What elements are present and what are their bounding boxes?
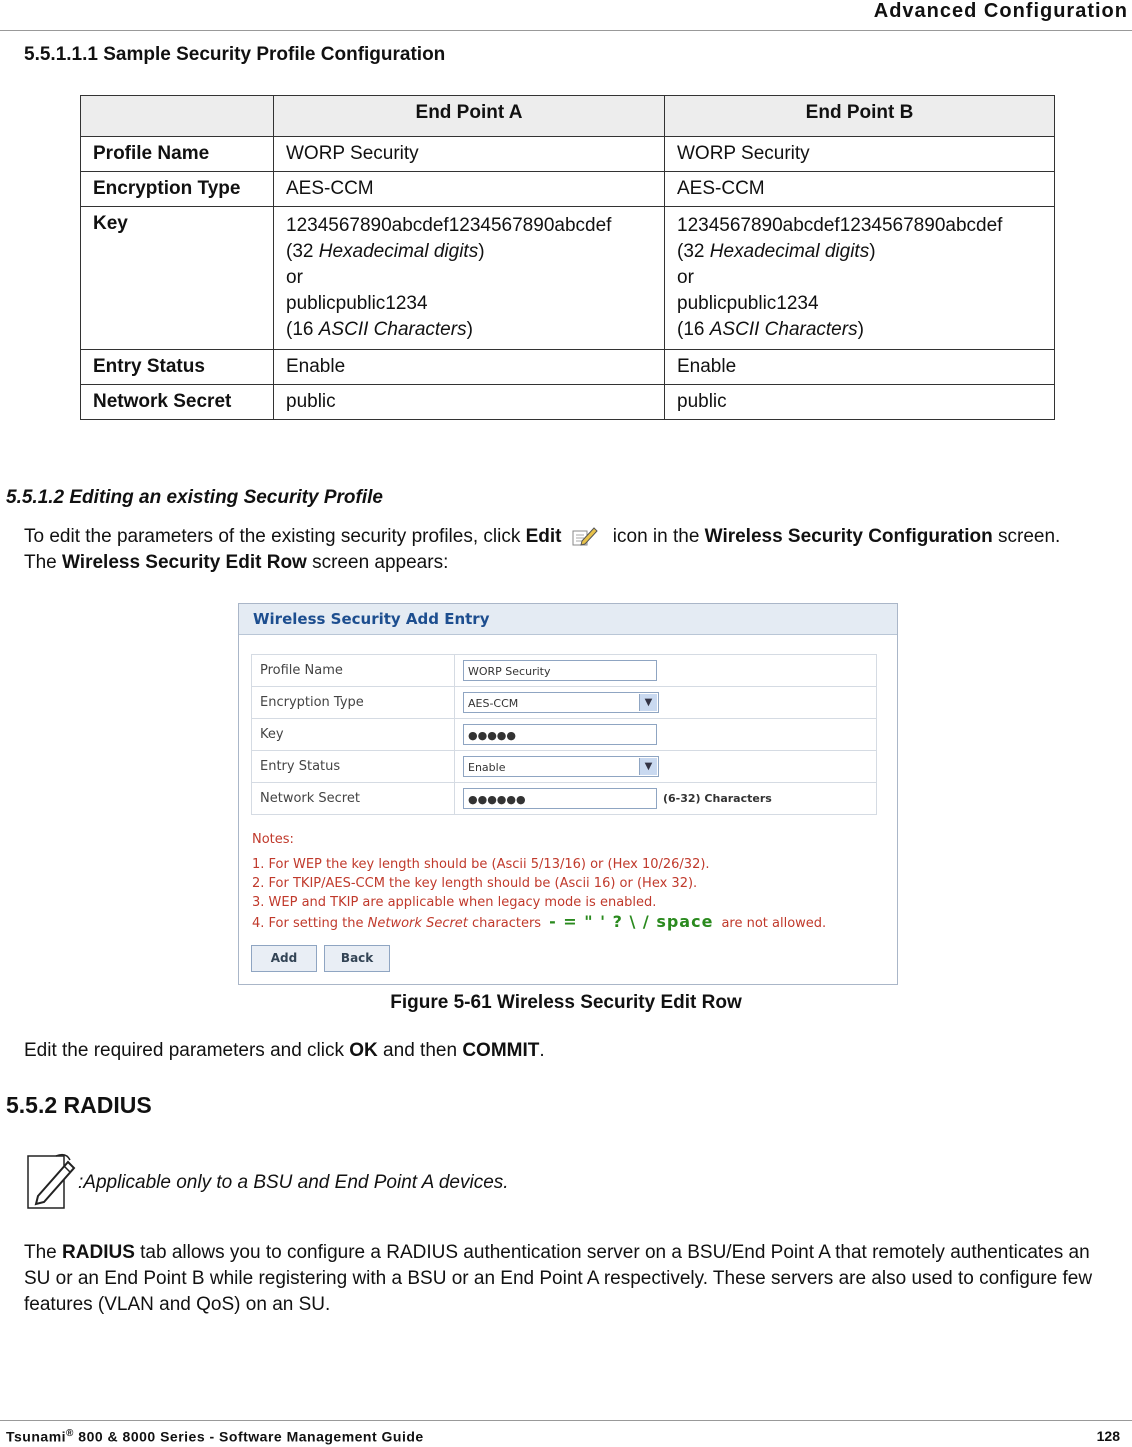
form-cell [455, 751, 877, 783]
footer-title [6, 1428, 424, 1445]
note-end: ) [857, 319, 864, 340]
section-heading-5512: 5.5.1.2 Editing an existing Security Profile [6, 487, 383, 508]
edit-instructions [24, 524, 1132, 576]
encryption-type-label: Encryption Type [252, 687, 455, 719]
edit-keyword: Edit [525, 526, 562, 547]
cell-a: AES-CCM [274, 172, 665, 207]
form-row [252, 687, 877, 719]
cell-a: public [274, 385, 665, 420]
text-italic: Network Secret [367, 916, 468, 931]
form-cell [455, 655, 877, 687]
footer-divider [0, 1420, 1132, 1421]
note-italic: ASCII Characters [318, 319, 467, 340]
commit-keyword: COMMIT [462, 1040, 540, 1061]
note-num: (16 [286, 319, 319, 340]
cell-b: WORP Security [665, 137, 1055, 172]
note-line: 1. For WEP the key length should be (Ascii 5/13/16) or (Hex 10/26/32). [252, 857, 710, 872]
text: screen. [992, 526, 1061, 547]
note-end: ) [869, 241, 876, 262]
security-profile-table [80, 95, 1055, 420]
text: are not allowed. [721, 916, 827, 931]
note-num: (16 [677, 319, 710, 340]
note-line: 3. WEP and TKIP are applicable when legacy mode is enabled. [252, 895, 657, 910]
notes-title: Notes: [252, 832, 294, 847]
key-ascii-note [286, 317, 652, 343]
forbidden-characters: - = " ' ? \ / space [549, 912, 714, 931]
network-secret-input[interactable]: ●●●●●● [463, 788, 657, 809]
cell-a-key [274, 207, 665, 350]
cell-a: Enable [274, 350, 665, 385]
text: The [24, 552, 63, 573]
radius-description [24, 1240, 1132, 1318]
note-num: (32 [677, 241, 710, 262]
key-or: or [677, 267, 694, 288]
note-pencil-icon [26, 1152, 78, 1210]
text: To edit the parameters of the existing security profiles, click [24, 526, 526, 547]
network-secret-label: Network Secret [252, 783, 455, 815]
table-row [81, 350, 1055, 385]
table-header-endpoint-a: End Point A [274, 96, 665, 137]
section-heading-5511: 5.5.1.1.1 Sample Security Profile Configuration [24, 44, 446, 65]
key-ascii-note [677, 317, 1042, 343]
add-button[interactable]: Add [251, 945, 317, 972]
page-number: 128 [1096, 1428, 1120, 1444]
table-header-row [81, 96, 1055, 137]
table-header-endpoint-b: End Point B [665, 96, 1055, 137]
key-or: or [286, 267, 303, 288]
key-hex-note [677, 239, 1042, 265]
row-label: Encryption Type [81, 172, 274, 207]
radius-note: :Applicable only to a BSU and End Point A devices. [78, 1172, 509, 1193]
running-header: Advanced Configuration [873, 0, 1128, 22]
screen-name: Wireless Security Configuration [704, 526, 993, 547]
back-button[interactable]: Back [324, 945, 390, 972]
edit-commit-paragraph [24, 1038, 545, 1064]
text: tab allows you to configure a RADIUS authentication server on a BSU/End Point A that remotely authenticates an [134, 1242, 1090, 1263]
table-header-empty [81, 96, 274, 137]
cell-b: public [665, 385, 1055, 420]
form-table [251, 654, 877, 815]
form-cell [455, 783, 877, 815]
text: SU or an End Point B while registering with a BSU or an End Point A respectively. These servers are also used to configure few [24, 1268, 1093, 1289]
chevron-down-icon: ▼ [639, 758, 657, 775]
encryption-type-select[interactable] [463, 692, 659, 713]
profile-name-input[interactable]: WORP Security [463, 660, 657, 681]
form-row [252, 655, 877, 687]
note-line [252, 912, 826, 933]
row-label: Key [81, 207, 274, 350]
network-secret-hint: (6-32) Characters [663, 792, 772, 805]
note-end: ) [478, 241, 485, 262]
table-row [81, 207, 1055, 350]
guide-name: 800 & 8000 Series - Software Management Guide [73, 1428, 424, 1445]
wireless-security-screenshot [238, 603, 898, 985]
radius-keyword: RADIUS [62, 1242, 135, 1263]
key-hex: 1234567890abcdef1234567890abcdef [286, 215, 612, 236]
text: . [539, 1040, 545, 1061]
note-line: 2. For TKIP/AES-CCM the key length should be (Ascii 16) or (Hex 32). [252, 876, 698, 891]
panel-title: Wireless Security Add Entry [239, 604, 897, 635]
screen-name: Wireless Security Edit Row [62, 552, 307, 573]
note-end: ) [466, 319, 473, 340]
form-row [252, 751, 877, 783]
profile-name-label: Profile Name [252, 655, 455, 687]
row-label: Entry Status [81, 350, 274, 385]
select-value: Enable [468, 761, 506, 774]
cell-b: AES-CCM [665, 172, 1055, 207]
key-ascii: publicpublic1234 [677, 293, 819, 314]
key-label: Key [252, 719, 455, 751]
text: features (VLAN and QoS) on an SU. [24, 1294, 331, 1315]
form-cell [455, 687, 877, 719]
ok-keyword: OK [349, 1040, 378, 1061]
form-row [252, 783, 877, 815]
text: The [24, 1242, 63, 1263]
note-italic: ASCII Characters [709, 319, 858, 340]
notes-block [252, 830, 826, 933]
note-italic: Hexadecimal digits [318, 241, 479, 262]
chevron-down-icon: ▼ [639, 694, 657, 711]
row-label: Profile Name [81, 137, 274, 172]
key-hex-note [286, 239, 652, 265]
entry-status-label: Entry Status [252, 751, 455, 783]
text: characters [467, 916, 542, 931]
product-name: Tsunami [6, 1428, 67, 1445]
section-heading-552: 5.5.2 RADIUS [6, 1092, 152, 1118]
button-bar [251, 945, 392, 972]
figure-caption: Figure 5-61 Wireless Security Edit Row [390, 992, 742, 1013]
text: screen appears: [306, 552, 449, 573]
table-row [81, 137, 1055, 172]
text: and then [377, 1040, 463, 1061]
cell-a: WORP Security [274, 137, 665, 172]
note-italic: Hexadecimal digits [709, 241, 870, 262]
key-input[interactable]: ●●●●● [463, 724, 657, 745]
table-row [81, 385, 1055, 420]
cell-b: Enable [665, 350, 1055, 385]
key-ascii: publicpublic1234 [286, 293, 428, 314]
note-num: (32 [286, 241, 319, 262]
cell-b-key [665, 207, 1055, 350]
form-row [252, 719, 877, 751]
form-cell [455, 719, 877, 751]
table-row [81, 172, 1055, 207]
select-value: AES-CCM [468, 697, 519, 710]
edit-icon [570, 525, 600, 549]
text: Edit the required parameters and click [24, 1040, 350, 1061]
text: icon in the [607, 526, 705, 547]
header-divider [0, 30, 1132, 31]
registered-mark: ® [66, 1428, 74, 1439]
row-label: Network Secret [81, 385, 274, 420]
entry-status-select[interactable] [463, 756, 659, 777]
text: 4. For setting the [252, 916, 368, 931]
key-hex: 1234567890abcdef1234567890abcdef [677, 215, 1003, 236]
